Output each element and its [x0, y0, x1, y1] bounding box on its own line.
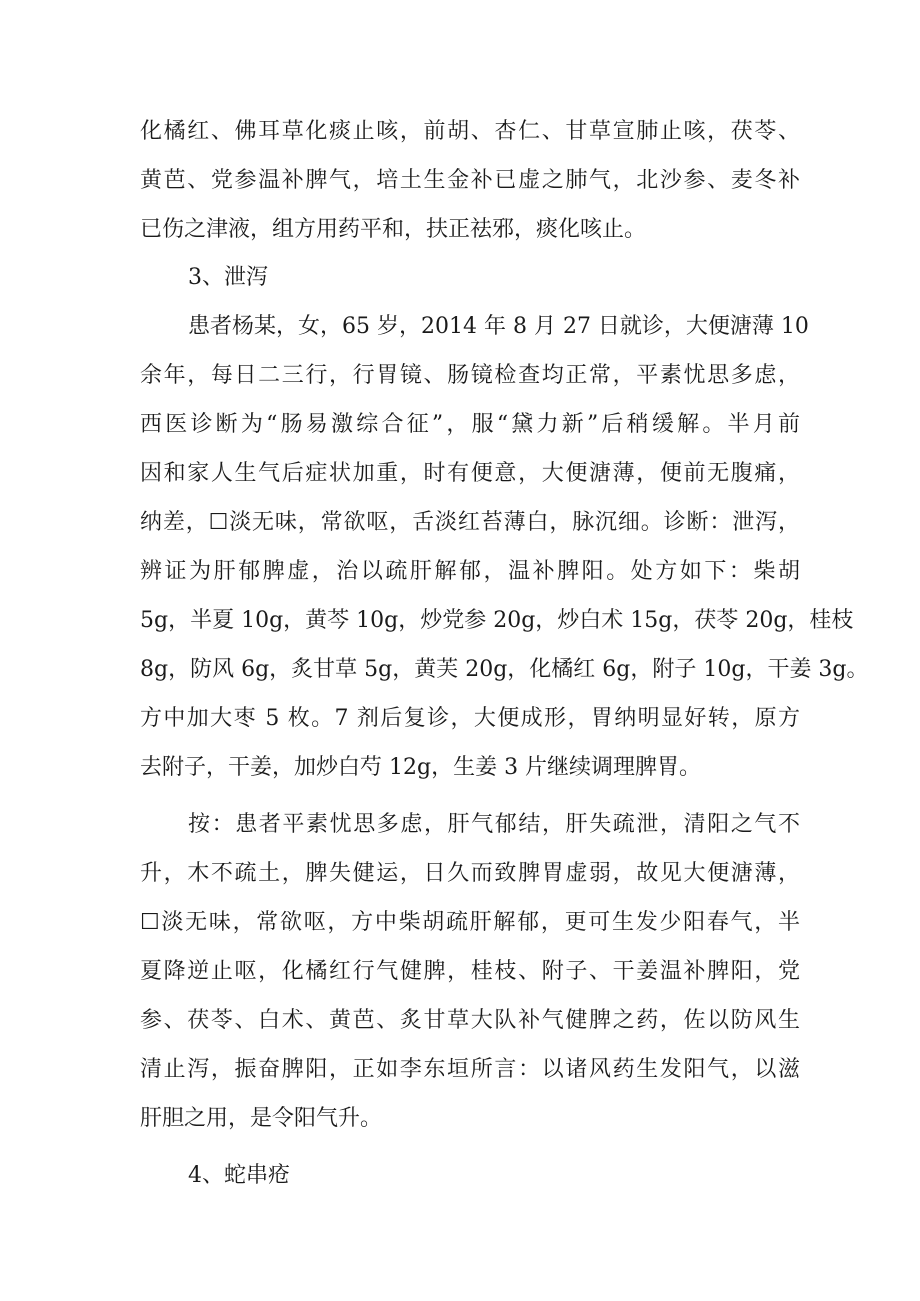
paragraph-line: 清止泻，振奋脾阳，正如李东垣所言：以诸风药生发阳气，以滋 — [140, 1057, 800, 1082]
paragraph-line: ☐淡无味，常欲呕，方中柴胡疏肝解郁，更可生发少阳春气，半 — [140, 910, 800, 935]
paragraph-line: 辨证为肝郁脾虚，治以疏肝解郁，温补脾阳。处方如下：柴胡 — [140, 559, 800, 584]
paragraph-line: 夏降逆止呕，化橘红行气健脾，桂枝、附子、干姜温补脾阳，党 — [140, 959, 800, 984]
paragraph-line: 因和家人生气后症状加重，时有便意，大便溏薄，便前无腹痛， — [140, 461, 800, 486]
paragraph-line: 8g，防风 6g，炙甘草 5g，黄芙 20g，化橘红 6g，附子 10g，干姜 3g。 — [140, 657, 869, 682]
paragraph-line: 方中加大枣 5 枚。7 剂后复诊，大便成形，胃纳明显好转，原方 — [140, 706, 800, 731]
section-heading-3: 3、泄泻 — [188, 265, 268, 290]
paragraph-line: 去附子，干姜，加炒白芍 12g，生姜 3 片继续调理脾胃。 — [140, 755, 702, 780]
paragraph-line: 按：患者平素忧思多虑，肝气郁结，肝失疏泄，清阳之气不 — [188, 812, 800, 837]
paragraph-line: 5g，半夏 10g，黄芩 10g，炒党参 20g，炒白术 15g，茯苓 20g，桂枝 — [140, 608, 854, 633]
paragraph-line: 黄芭、党参温补脾气，培土生金补已虚之肺气，北沙参、麦冬补 — [140, 168, 800, 193]
paragraph-line: 患者杨某，女，65 岁，2014 年 8 月 27 日就诊，大便溏薄 10 — [188, 314, 809, 339]
paragraph-line: 西医诊断为“肠易激综合征”，服“黛力新”后稍缓解。半月前 — [140, 412, 800, 437]
paragraph-line: 余年，每日二三行，行胃镜、肠镜检查均正常，平素忧思多虑， — [140, 363, 800, 388]
paragraph-line: 参、茯苓、白术、黄芭、炙甘草大队补气健脾之药，佐以防风生 — [140, 1008, 800, 1033]
paragraph-line: 化橘红、佛耳草化痰止咳，前胡、杏仁、甘草宣肺止咳，茯苓、 — [140, 119, 800, 144]
paragraph-line: 纳差，☐淡无味，常欲呕，舌淡红苔薄白，脉沉细。诊断：泄泻， — [140, 510, 800, 535]
paragraph-line: 升，木不疏土，脾失健运，日久而致脾胃虚弱，故见大便溏薄， — [140, 861, 800, 886]
paragraph-line: 肝胆之用，是令阳气升。 — [140, 1106, 383, 1131]
section-heading-4: 4、蛇串疮 — [188, 1163, 290, 1188]
paragraph-line: 已伤之津液，组方用药平和，扶正祛邪，痰化咳止。 — [140, 217, 647, 242]
